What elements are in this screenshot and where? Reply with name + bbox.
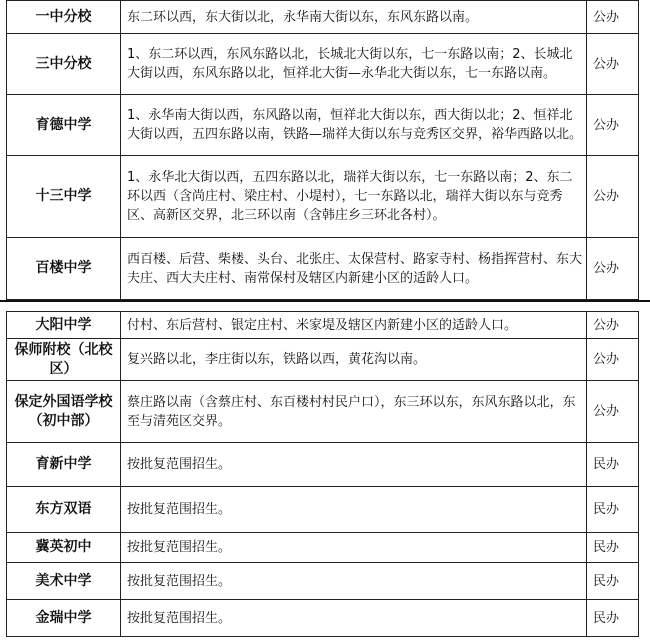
school-type: 公办	[587, 156, 639, 238]
district-description: 1、永华南大街以西，东风路以南，恒祥北大街以东，西大街以北；2、恒祥北大街以西，五四东路以南，铁路—瑞祥大街以东与竞秀区交界，裕华西路以北。	[121, 95, 587, 156]
district-description: 付村、东后营村、银定庄村、米家堤及辖区内新建小区的适龄人口。	[121, 312, 587, 339]
school-name: 保师附校（北校区）	[7, 339, 121, 381]
table-row	[7, 312, 639, 339]
table-row	[7, 34, 639, 95]
district-description: 1、永华北大街以西，五四东路以北，瑞祥大街以东，七一东路以南；2、东二环以西（含尚庄村、梁庄村、小堤村），七一东路以北，瑞祥大街以东与竞秀区、高新区交界，北三环以南（含韩庄乡三环北各村）。	[121, 156, 587, 238]
school-name: 三中分校	[7, 34, 121, 95]
school-name: 十三中学	[7, 156, 121, 238]
school-name: 一中分校	[7, 1, 121, 34]
table-row	[7, 95, 639, 156]
school-type: 公办	[587, 339, 639, 381]
district-description: 1、东二环以西，东风东路以北，长城北大街以东，七一东路以南；2、长城北大街以西，东风东路以北，恒祥北大街—永华北大街以东，七一东路以南。	[121, 34, 587, 95]
district-description: 复兴路以北，李庄街以东，铁路以西，黄花沟以南。	[121, 339, 587, 381]
table-row	[7, 339, 639, 381]
school-name: 东方双语	[7, 487, 121, 533]
table-row	[7, 381, 639, 443]
table-row	[7, 487, 639, 533]
school-type: 民办	[587, 600, 639, 637]
school-type: 公办	[587, 238, 639, 300]
school-name: 美术中学	[7, 563, 121, 600]
district-description: 东二环以西，东大街以北，永华南大街以东，东风东路以南。	[121, 1, 587, 34]
school-name: 育新中学	[7, 443, 121, 487]
school-type: 民办	[587, 533, 639, 563]
school-type: 民办	[587, 563, 639, 600]
district-description: 按批复范围招生。	[121, 487, 587, 533]
table-row	[7, 563, 639, 600]
district-description: 按批复范围招生。	[121, 600, 587, 637]
district-description: 西百楼、后营、柴楼、头台、北张庄、太保营村、路家寺村、杨指挥营村、东大夫庄、西大夫庄村、南常保村及辖区内新建小区的适龄人口。	[121, 238, 587, 300]
school-name: 大阳中学	[7, 312, 121, 339]
district-description: 按批复范围招生。	[121, 563, 587, 600]
district-description: 按批复范围招生。	[121, 443, 587, 487]
school-name: 百楼中学	[7, 238, 121, 300]
district-description: 蔡庄路以南（含蔡庄村、东百楼村村民户口），东三环以东，东风东路以北，东至与清苑区交界。	[121, 381, 587, 443]
table-row	[7, 156, 639, 238]
school-name: 保定外国语学校（初中部）	[7, 381, 121, 443]
table-row	[7, 600, 639, 637]
school-type: 民办	[587, 443, 639, 487]
enrollment-table-top	[6, 0, 639, 300]
table-row	[7, 443, 639, 487]
table-row	[7, 1, 639, 34]
school-name: 育德中学	[7, 95, 121, 156]
school-name: 金瑞中学	[7, 600, 121, 637]
school-name: 冀英初中	[7, 533, 121, 563]
school-type: 公办	[587, 1, 639, 34]
school-type: 公办	[587, 312, 639, 339]
table-row	[7, 238, 639, 300]
enrollment-table-bottom	[6, 311, 639, 637]
school-type: 公办	[587, 95, 639, 156]
page-break-divider	[0, 300, 650, 302]
school-type: 公办	[587, 381, 639, 443]
table-row	[7, 533, 639, 563]
school-type: 民办	[587, 487, 639, 533]
school-type: 公办	[587, 34, 639, 95]
district-description: 按批复范围招生。	[121, 533, 587, 563]
